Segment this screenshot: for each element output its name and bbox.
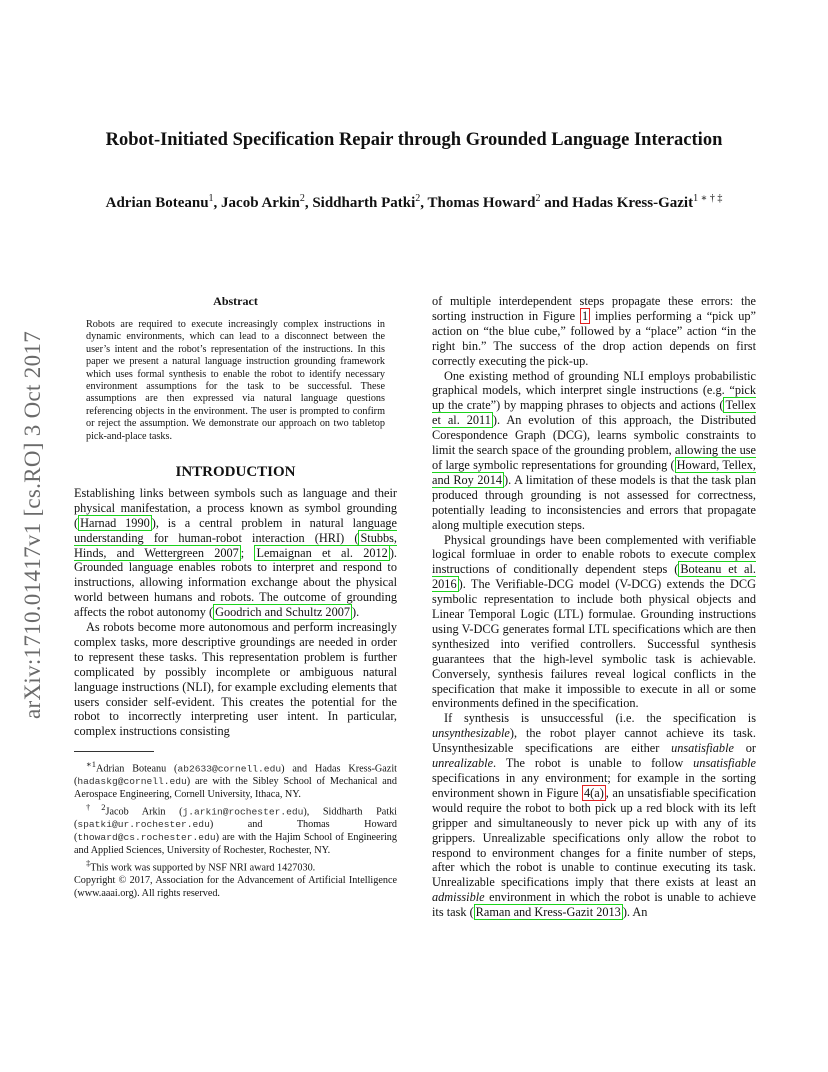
right-paragraph-1 — [432, 294, 756, 369]
right-paragraph-4 — [432, 711, 756, 920]
body-text: Establishing links between symbols such as language and their physical manifestation, a process known as symbol grounding ( — [74, 485, 397, 530]
footnote-mark: †2 — [86, 802, 106, 813]
footnote-1 — [74, 758, 397, 801]
right-column — [432, 294, 756, 920]
author-name: Jacob Arkin — [221, 195, 300, 211]
arxiv-stamp-text: arXiv:1710.01417v1 [cs.RO] 3 Oct 2017 — [20, 331, 45, 719]
body-text: ), the robot player cannot achieve its task. Unsynthesizable specifications are either — [432, 726, 756, 756]
intro-paragraph-1 — [74, 486, 397, 620]
emphasis: unsatisfiable — [693, 756, 756, 771]
arxiv-stamp — [20, 295, 46, 755]
author-name: Hadas Kress-Gazit — [572, 195, 694, 211]
citation-link[interactable]: Lemaignan et al. 2012 — [256, 545, 388, 560]
affiliation-mark: 2 — [535, 193, 541, 204]
section-heading-introduction: INTRODUCTION — [175, 463, 296, 480]
citation-link[interactable]: Stubbs, Hinds, and Wettergreen 2007 — [74, 530, 397, 560]
body-text: environment in which the robot is unable to achieve its task ( — [432, 890, 756, 920]
intro-paragraph-2: As robots become more autonomous and perform increasingly complex tasks, more descriptive groundings are needed in order to represent these tasks. This representation problem is further complicated by possibly incomplete or ambiguous natural language instructions (NLI), for example excluding elements that users consider self-evident. This creates the potential for the robot to incorrectly interpreting user intent. In particular, complex instructions consisting — [74, 620, 397, 739]
body-text: . The robot is unable to follow — [493, 756, 694, 771]
emphasis: unrealizable — [432, 756, 494, 771]
affiliation-mark: 2 — [415, 193, 421, 204]
emphasis: admissible — [432, 890, 485, 905]
footnote-mark: ‡ — [86, 858, 91, 869]
figure-reference-link[interactable]: 1 — [582, 308, 589, 323]
body-text: implies performing a “pick up” action on “the blue cube,” followed by a “place” action “in the right bin.” The success of the drop action depends on first correctly executing the pick-up. — [432, 308, 756, 368]
abstract-heading: Abstract — [213, 294, 258, 308]
citation-link[interactable]: Howard, Tellex, and Roy 2014 — [432, 457, 756, 487]
emphasis: unsynthesizable — [432, 726, 510, 741]
author-list: Adrian Boteanu$^1$, Jacob Arkin$^2$, Siddharth Patki$^2$, Thomas Howard$^2$ and Hadas Kress-Gazit$^{1 ∗ \dagger \ddagger}$ — [105, 193, 723, 211]
body-text: ). A limitation of these models is that the task plan produced through grounding is not assessed for correctness, potentially leading to inconsistencies and errors that propagate along multiple execution steps. — [432, 472, 756, 532]
body-text: , an unsatisfiable specification would require the robot to both pick up a red block with its left gripper and simultaneously to never pick up with any of its grippers. Unrealizable specifications only allow the robot to respond to environment changes for a finite number of steps, after which the robot is unable to continue executing its task. Unrealizable specifications imply that there exists at least an — [432, 785, 756, 890]
footnote-3 — [74, 857, 397, 875]
footnote-text: ) and Hadas Kress-Gazit ( — [74, 763, 397, 788]
affiliation-mark: 1 — [208, 193, 214, 204]
author-name: Siddharth Patki — [312, 195, 416, 211]
body-text: Physical groundings have been complemented with verifiable logical formluae in order to enable robots to execute complex instructions of conditionally dependent steps ( — [432, 532, 756, 577]
body-text: One existing method of grounding NLI employs probabilistic graphical models, which interpret single instructions (e.g. “pick up the crate”) by mapping phrases to objects and actions ( — [432, 368, 756, 413]
email-address: hadaskg@cornell.edu — [77, 776, 187, 788]
footnote-text: Adrian Boteanu ( — [96, 763, 178, 775]
citation-link[interactable]: Goodrich and Schultz 2007 — [215, 605, 351, 620]
footnote-text: ), Siddharth Patki ( — [74, 806, 398, 831]
email-address: j.arkin@rochester.edu — [182, 806, 304, 818]
body-text: ). — [352, 605, 360, 620]
footnote-mark: ∗1 — [86, 759, 97, 770]
body-text: ; — [240, 545, 255, 560]
email-address: thoward@cs.rochester.edu — [77, 832, 216, 844]
right-paragraph-2 — [432, 369, 756, 533]
footnote-text: ) are with the Hajim School of Engineering and Applied Sciences, University of Rochester, Rochester, NY. — [74, 832, 397, 856]
footnote-text: This work was supported by NSF NRI award 1427030. — [90, 862, 316, 874]
affiliation-mark: 1 ∗ † ‡ — [693, 193, 723, 204]
body-text: specifications in any environment; for example in the sorting environment shown in Figure — [432, 771, 756, 800]
email-address: spatki@ur.rochester.edu — [77, 819, 210, 831]
abstract-body: Robots are required to execute increasingly complex instructions in dynamic environments, which can lead to a disconnect between the user’s intent and the robot’s representation of the instructions. In this paper we present a natural language instruction grounding framework which uses formal synthesis to enable the robot to identify necessary environment assumptions for the task to be successful. These assumptions are then expressed via natural language questions referencing objects in the environment. The user is prompted to confirm or reject the assumption. We demonstrate our approach on two tabletop pick-and-place tasks. — [86, 318, 385, 442]
body-text: of multiple interdependent steps propagate these errors: the sorting instruction in Figure — [432, 294, 756, 323]
citation-link[interactable]: Raman and Kress-Gazit 2013 — [475, 905, 621, 920]
body-text: ). An evolution of this approach, the Distributed Corespondence Graph (DCG), learns symbolic constraints to limit the search space of the grounding problem, allowing the use of large symbolic representations for grounding ( — [432, 413, 757, 472]
author-name: Thomas Howard — [427, 195, 536, 211]
body-text: If synthesis is unsuccessful (i.e. the specification is — [444, 711, 756, 726]
right-paragraph-3 — [432, 533, 756, 712]
footnote-text: ) are with the Sibley School of Mechanical and Aerospace Engineering, Cornell University, Ithaca, NY. — [74, 776, 397, 800]
body-text: or — [733, 741, 756, 756]
emphasis: unsatisfiable — [671, 741, 734, 756]
citation-link[interactable]: Tellex et al. 2011 — [432, 398, 756, 428]
copyright-notice: Copyright © 2017, Association for the Advancement of Artificial Intelligence (www.aaai.org). All rights reserved. — [74, 875, 397, 899]
paper-title: Robot-Initiated Specification Repair through Grounded Language Interaction — [105, 130, 723, 150]
footnote-2 — [74, 801, 397, 857]
body-text: ). Grounded language enables robots to interpret and respond to instructions, allowing information exchange about the physical world between humans and robots. The outcome of grounding affects the robot autonomy ( — [74, 545, 397, 620]
author-conjunction: and — [544, 195, 569, 211]
footnote-text: ) and Thomas Howard ( — [74, 819, 397, 844]
body-text: ). An — [622, 905, 648, 920]
left-column — [74, 294, 397, 900]
author-name: Adrian Boteanu — [105, 195, 209, 211]
body-text: ). The Verifiable-DCG model (V-DCG) extends the DCG symbolic representation to include both physical objects and Linear Temporal Logic (LTL) formulae. Grounding instructions using V-DCG generates formal LTL specifications which are then synthesized into verified controllers. Successful synthesis guarantees that the high-level symbolic task is achievable. Conversely, synthesis failures reveal logical conflicts in the specification that make it impossible to execute in all or some environments defined in the specification. — [432, 577, 756, 711]
email-address: ab2633@cornell.edu — [177, 763, 282, 775]
body-text: ), is a central problem in natural language understanding for human-robot interaction (HRI) ( — [74, 515, 398, 545]
footnote-text: Jacob Arkin ( — [105, 806, 183, 818]
footnote-divider — [74, 751, 154, 752]
citation-link[interactable]: Boteanu et al. 2016 — [432, 562, 757, 592]
affiliation-mark: 2 — [299, 193, 305, 204]
figure-reference-link[interactable]: 4(a) — [584, 785, 604, 800]
citation-link[interactable]: Harnad 1990 — [80, 515, 150, 530]
